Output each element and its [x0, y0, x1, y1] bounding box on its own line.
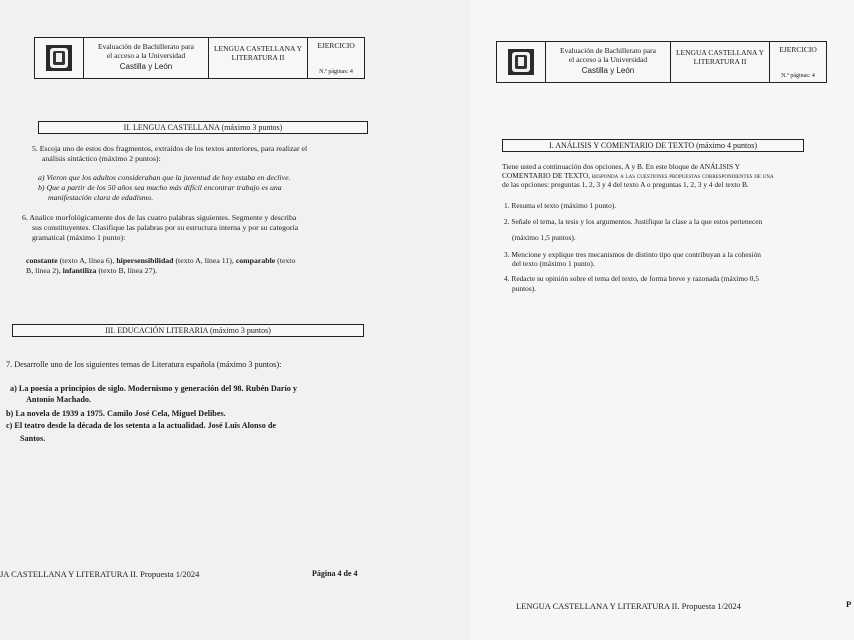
exercise-cell-right: [770, 42, 826, 82]
subject-line2-right: LITERATURA II: [693, 57, 747, 66]
word-3: comparable: [235, 256, 276, 265]
intro-line3: de las opciones: preguntas 1, 2, 3 y 4 del texto A o preguntas 1, 2, 3 y 4 del texto B.: [502, 180, 749, 189]
header-table-right: [496, 41, 827, 83]
word-4-ref: (texto B, línea 27).: [96, 266, 158, 275]
exam-title-cell: [84, 38, 209, 78]
question-7-option-a-line2: Antonio Machado.: [26, 395, 92, 404]
section-3-title: III. EDUCACIÓN LITERARIA (máximo 3 puntos): [12, 324, 364, 337]
question-6-line2: sus constituyentes. Clasifique las palabras por su estructura interna y por su categoría: [32, 223, 299, 232]
word-1: constante: [26, 256, 58, 265]
section-1-title: I. ANÁLISIS Y COMENTARIO DE TEXTO (máximo 4 puntos): [502, 139, 804, 152]
question-6-words-line2: [26, 266, 157, 276]
subject-line2: LITERATURA II: [231, 53, 285, 62]
question-6-line1: 6. Analice morfológicamente dos de las cuatro palabras siguientes. Segmente y describa: [22, 213, 297, 222]
exam-title-cell-right: [546, 42, 671, 82]
word-3-ref: (texto: [275, 256, 296, 265]
footer-right-edge: P: [846, 599, 852, 609]
word-2-ref: (texto A, línea 11),: [173, 256, 236, 265]
question-5-option-b-line1: b) Que a partir de los 50 años sea mucho más difícil encontrar trabajo es una: [38, 183, 282, 192]
question-6-words-line1: [26, 256, 295, 266]
subject-line1-right: LENGUA CASTELLANA Y: [675, 48, 765, 57]
footer-page-number: Página 4 de 4: [312, 569, 358, 578]
section-2-title: II. LENGUA CASTELLANA (máximo 3 puntos): [38, 121, 368, 134]
question-6-line3: gramatical (máximo 1 punto):: [32, 233, 126, 242]
word-3-ref-cont: B, línea 2),: [26, 266, 63, 275]
question-7-option-c-line1: c) El teatro desde la década de los setenta a la actualidad. José Luis Alonso de: [6, 421, 277, 430]
word-1-ref: (texto A, línea 6),: [57, 256, 117, 265]
word-2: hipersensibilidad: [116, 256, 174, 265]
exercise-cell: [308, 38, 364, 78]
intro-line1: Tiene usted a continuación dos opciones, A y B. En este bloque de ANÁLISIS Y: [502, 162, 740, 171]
question-3-line2: del texto (máximo 1 punto).: [512, 259, 595, 268]
intro-line2: COMENTARIO DE TEXTO, responda a las cuestiones propuestas correspondientes de una: [502, 171, 774, 180]
question-4-line2: puntos).: [512, 284, 537, 293]
footer-right-title: LENGUA CASTELLANA Y LITERATURA II. Propuesta 1/2024: [516, 601, 741, 611]
exam-line2-right: el acceso a la Universidad: [568, 55, 648, 64]
question-7-option-a-line1: a) La poesía a principios de siglo. Modernismo y generación del 98. Rubén Darío y: [10, 384, 298, 393]
question-1: 1. Resuma el texto (máximo 1 punto).: [504, 201, 617, 210]
university-logo-right: [497, 42, 546, 82]
exam-line1: Evaluación de Bachillerato para: [98, 42, 194, 51]
question-2-line2: (máximo 1,5 puntos).: [512, 233, 576, 242]
pages-label: N.º páginas: 4: [319, 69, 353, 75]
question-5-line2: análisis sintáctico (máximo 2 puntos):: [42, 154, 161, 163]
page-right: [470, 0, 854, 640]
region-label-right: Castilla y León: [581, 66, 635, 75]
question-5-option-b-line2: manifestación clara de edadismo.: [48, 193, 154, 202]
pages-label-right: N.º páginas: 4: [781, 73, 815, 79]
question-4-line1: 4. Redacte su opinión sobre el tema del texto, de forma breve y razonada (máximo 0,5: [504, 274, 759, 283]
exam-line2: el acceso a la Universidad: [106, 51, 186, 60]
subject-line1: LENGUA CASTELLANA Y: [213, 44, 303, 53]
header-table-left: [34, 37, 365, 79]
question-2-line1: 2. Señale el tema, la tesis y los argumentos. Justifique la clase a la que estos pertenecen: [504, 217, 763, 226]
university-logo: [35, 38, 84, 78]
question-7-option-b: b) La novela de 1939 a 1975. Camilo José Cela, Miguel Delibes.: [6, 409, 226, 418]
word-4: infantiliza: [62, 266, 97, 275]
region-label: Castilla y León: [119, 62, 173, 71]
question-5-option-a: a) Vieron que los adultos consideraban que la juventud de hoy estaba en declive.: [38, 173, 291, 182]
subject-cell-right: [671, 42, 770, 82]
question-7: 7. Desarrolle uno de los siguientes temas de Literatura española (máximo 3 puntos):: [6, 360, 282, 369]
exam-line1-right: Evaluación de Bachillerato para: [560, 46, 656, 55]
footer-left-title: JA CASTELLANA Y LITERATURA II. Propuesta 1/2024: [0, 569, 200, 579]
question-5-line1: 5. Escoja uno de estos dos fragmentos, extraídos de los textos anteriores, para realizar el: [32, 144, 308, 153]
exercise-label: EJERCICIO: [317, 41, 355, 50]
exercise-label-right: EJERCICIO: [779, 45, 817, 54]
question-3-line1: 3. Mencione y explique tres mecanismos de distinto tipo que contribuyan a la cohesión: [504, 250, 761, 259]
question-7-option-c-line2: Santos.: [20, 434, 46, 443]
subject-cell: [209, 38, 308, 78]
